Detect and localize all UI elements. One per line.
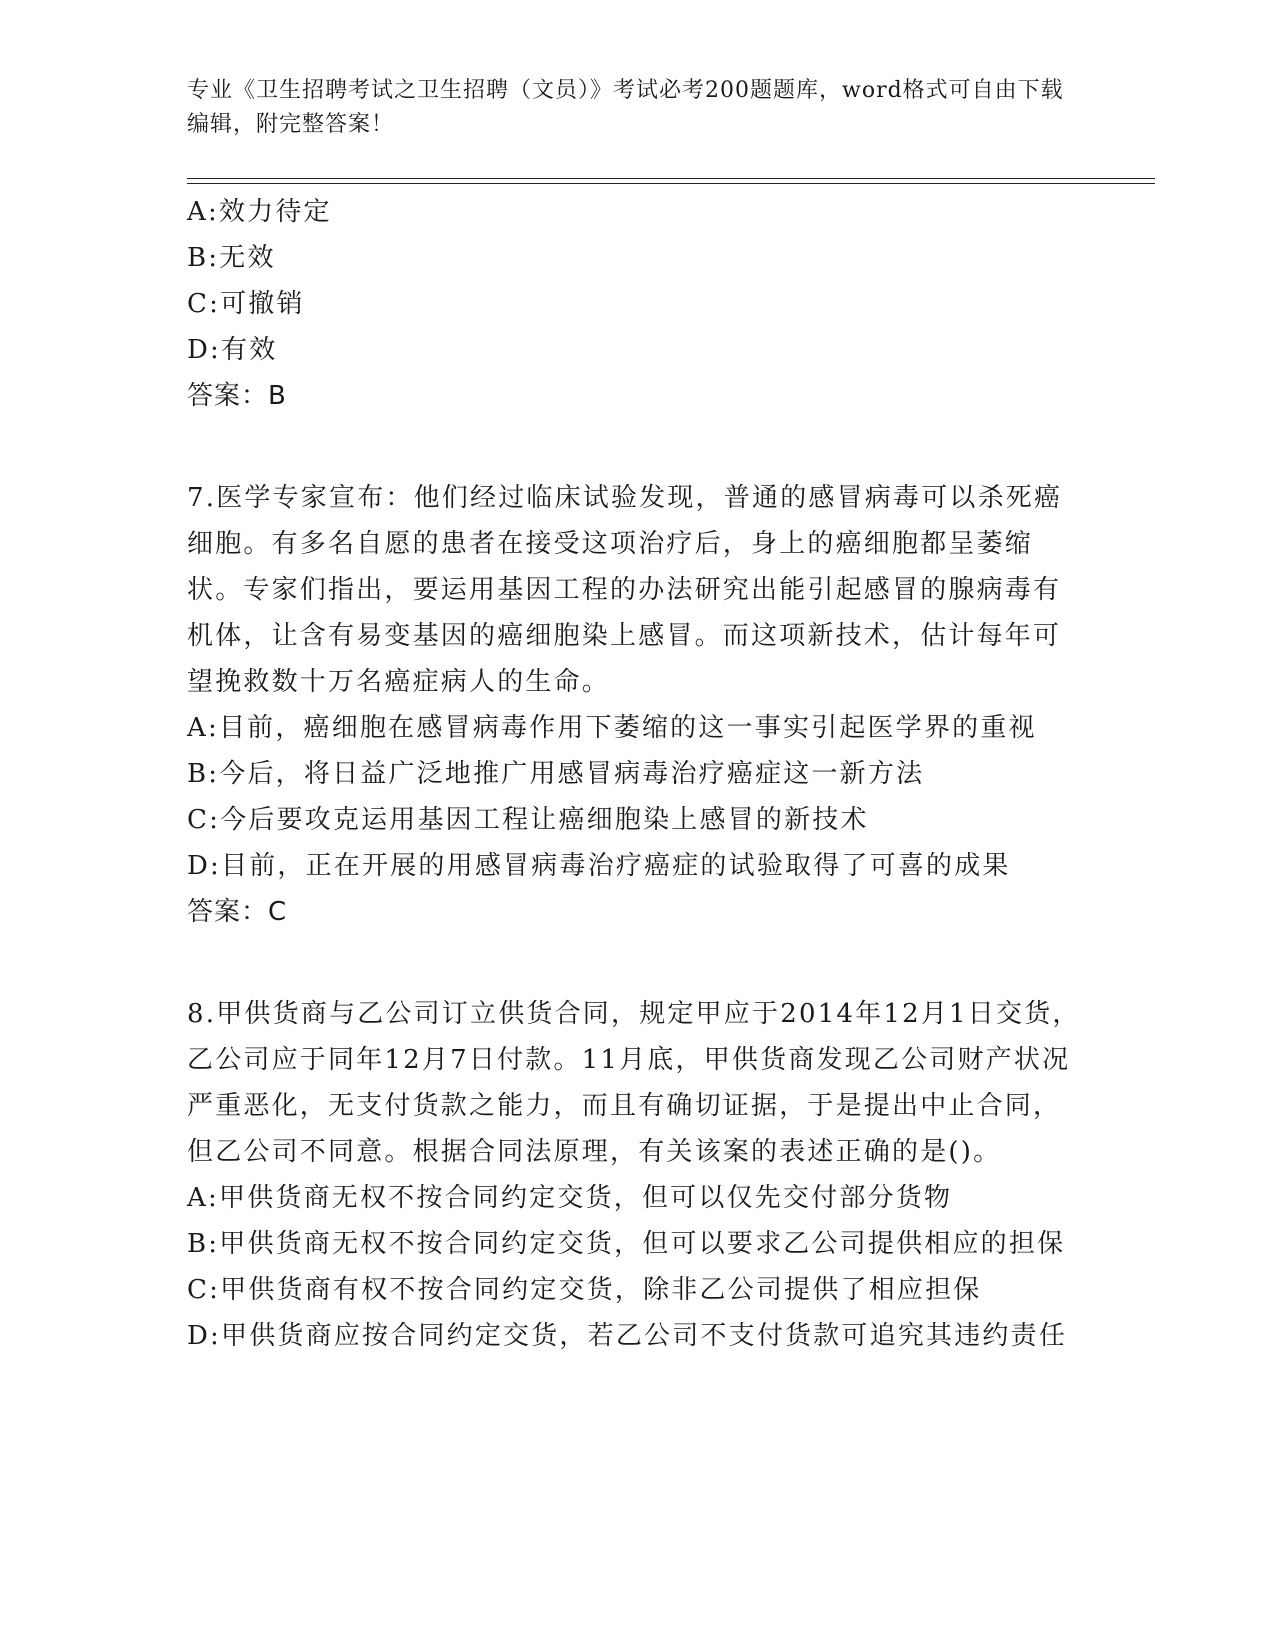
q8-option-b: B:甲供货商无权不按合同约定交货，但可以要求乙公司提供相应的担保: [187, 1229, 1066, 1259]
q8-option-d: D:甲供货商应按合同约定交货，若乙公司不支付货款可追究其违约责任: [187, 1321, 1068, 1351]
page-header: 专业《卫生招聘考试之卫生招聘（文员）》考试必考200题题库，word格式可自由下载编辑，附完整答案！: [187, 78, 1064, 137]
q6-option-c: C:可撤销: [187, 289, 305, 319]
q7-option-a: A:目前，癌细胞在感冒病毒作用下萎缩的这一事实引起医学界的重视: [187, 713, 1037, 743]
q7-option-b: B:今后，将日益广泛地推广用感冒病毒治疗癌症这一新方法: [187, 759, 925, 789]
q7-answer: 答案：C: [187, 897, 288, 927]
q7-stem: 7.医学专家宣布：他们经过临床试验发现，普通的感冒病毒可以杀死癌细胞。有多名自愿的患者在接受这项治疗后，身上的癌细胞都呈萎缩状。专家们指出，要运用基因工程的办法研究出能引起感冒的腺病毒有机体，让含有易变基因的癌细胞染上感冒。而这项新技术，估计每年可望挽救数十万名癌症病人的生命。: [187, 483, 1063, 697]
q8-option-a: A:甲供货商无权不按合同约定交货，但可以仅先交付部分货物: [187, 1183, 953, 1213]
q7-option-c: C:今后要攻克运用基因工程让癌细胞染上感冒的新技术: [187, 805, 869, 835]
q6-option-a: A:效力待定: [187, 197, 332, 227]
q8-option-c: C:甲供货商有权不按合同约定交货，除非乙公司提供了相应担保: [187, 1275, 982, 1305]
q6-answer: 答案：B: [187, 381, 287, 411]
header-rule-top: [187, 178, 1155, 179]
question-content: [187, 189, 1087, 1359]
header-rule-bottom: [187, 183, 1155, 184]
q6-option-b: B:无效: [187, 243, 276, 273]
q7-option-d: D:目前，正在开展的用感冒病毒治疗癌症的试验取得了可喜的成果: [187, 851, 1011, 881]
q6-option-d: D:有效: [187, 335, 278, 365]
q8-stem: 8.甲供货商与乙公司订立供货合同，规定甲应于2014年12月1日交货，乙公司应于同年12月7日付款。11月底，甲供货商发现乙公司财产状况严重恶化，无支付货款之能力，而且有确切证据，于是提出中止合同，但乙公司不同意。根据合同法原理，有关该案的表述正确的是()。: [187, 999, 1081, 1167]
